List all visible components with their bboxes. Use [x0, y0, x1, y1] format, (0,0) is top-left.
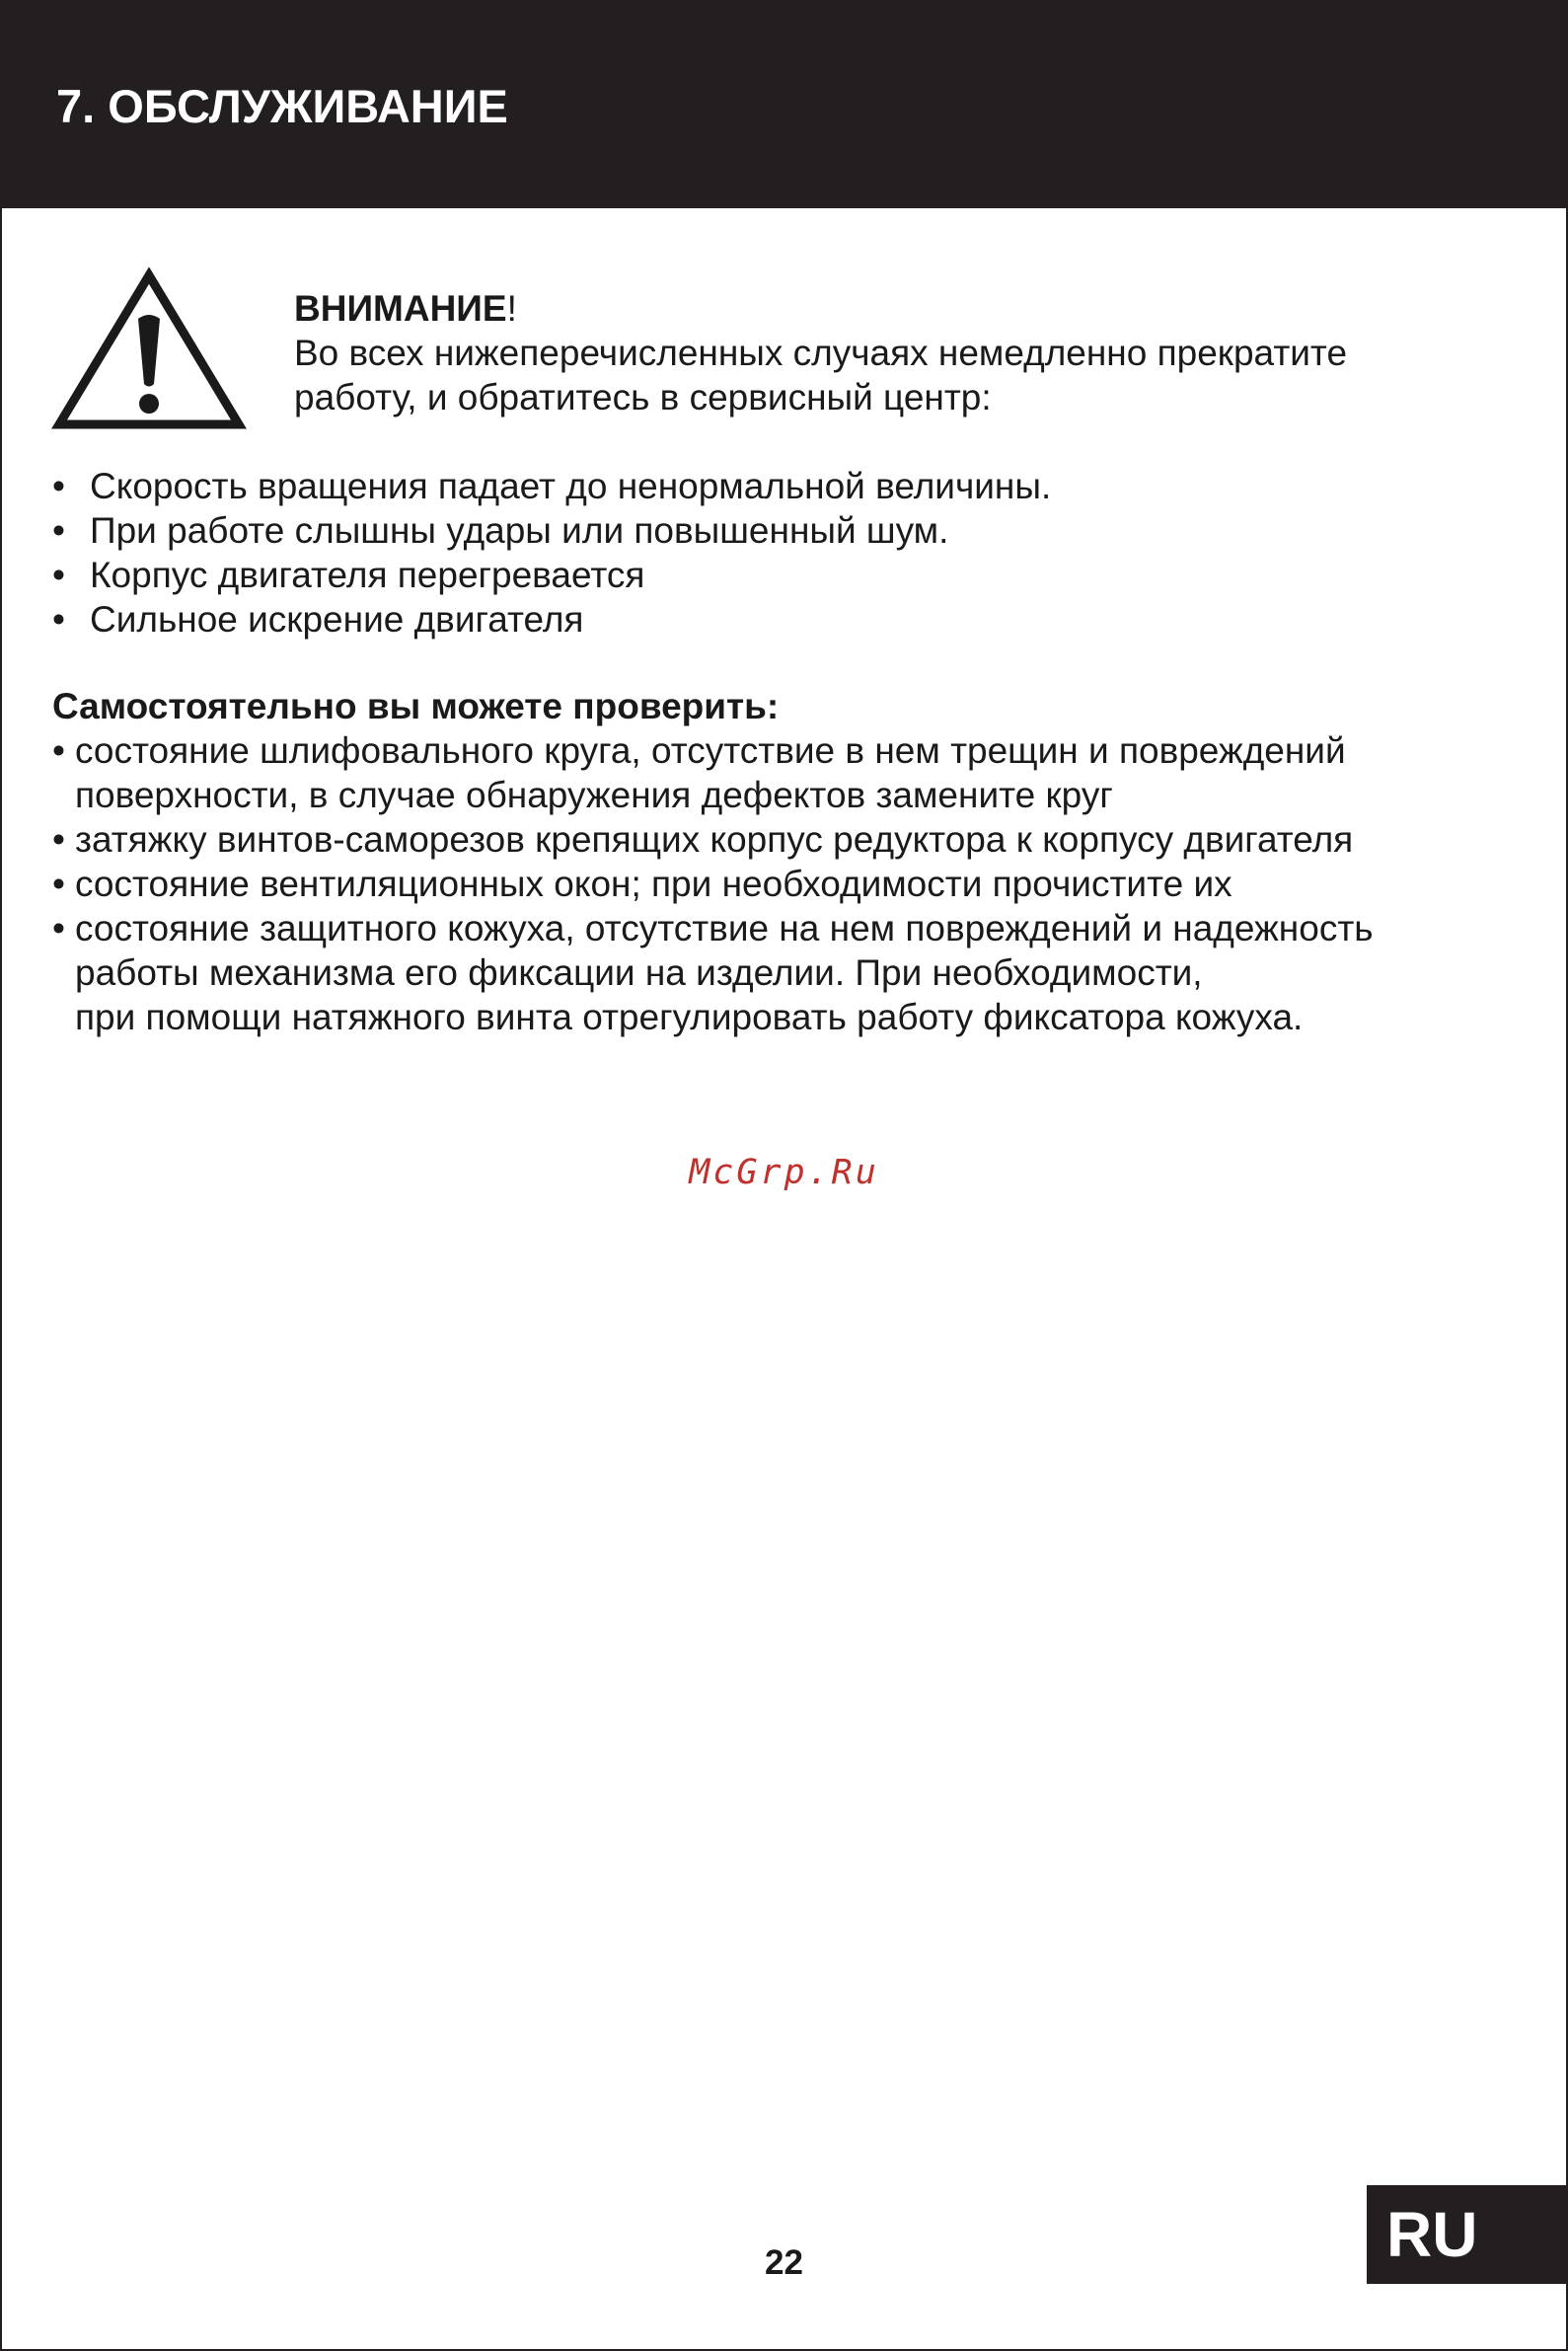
warning-line: работу, и обратитесь в сервисный центр:: [294, 377, 992, 417]
list-item: • состояние вентиляционных окон; при необходимости прочистите их: [52, 864, 1232, 904]
list-item: • Скорость вращения падает до ненормальной величины.: [52, 466, 1052, 506]
list-item: • состояние шлифовального круга, отсутствие в нем трещин и повреждений поверхности, в случае обнаружения дефектов замените круг: [52, 730, 1346, 815]
list-item: • состояние защитного кожуха, отсутствие на нем повреждений и надежность работы механизма его фиксации на изделии. При необходимости, при помощи натяжного винта отрегулировать работу фиксатора кожуха.: [52, 908, 1374, 1037]
language-badge: RU: [1367, 2185, 1568, 2284]
list-item: • Корпус двигателя перегревается: [52, 555, 645, 595]
self-check-heading: Самостоятельно вы можете проверить:: [52, 686, 780, 726]
warning-heading: ВНИМАНИЕ!: [294, 288, 517, 329]
list-item: • затяжку винтов-саморезов крепящих корпус редуктора к корпусу двигателя: [52, 819, 1354, 860]
page-number: 22: [765, 2243, 803, 2282]
warning-block: [294, 286, 1498, 419]
self-check-list: [52, 728, 1532, 1039]
section-header: [0, 0, 1568, 208]
list-item: • При работе слышны удары или повышенный шум.: [52, 510, 949, 551]
list-item: • Сильное искрение двигателя: [52, 599, 584, 640]
warning-line: Во всех нижеперечисленных случаях немедленно прекратите: [294, 333, 1348, 373]
watermark: McGrp.Ru: [689, 1153, 879, 1192]
symptom-list: [52, 464, 1051, 642]
section-title: 7. ОБСЛУЖИВАНИЕ: [56, 80, 508, 132]
warning-triangle-icon: [51, 267, 247, 432]
